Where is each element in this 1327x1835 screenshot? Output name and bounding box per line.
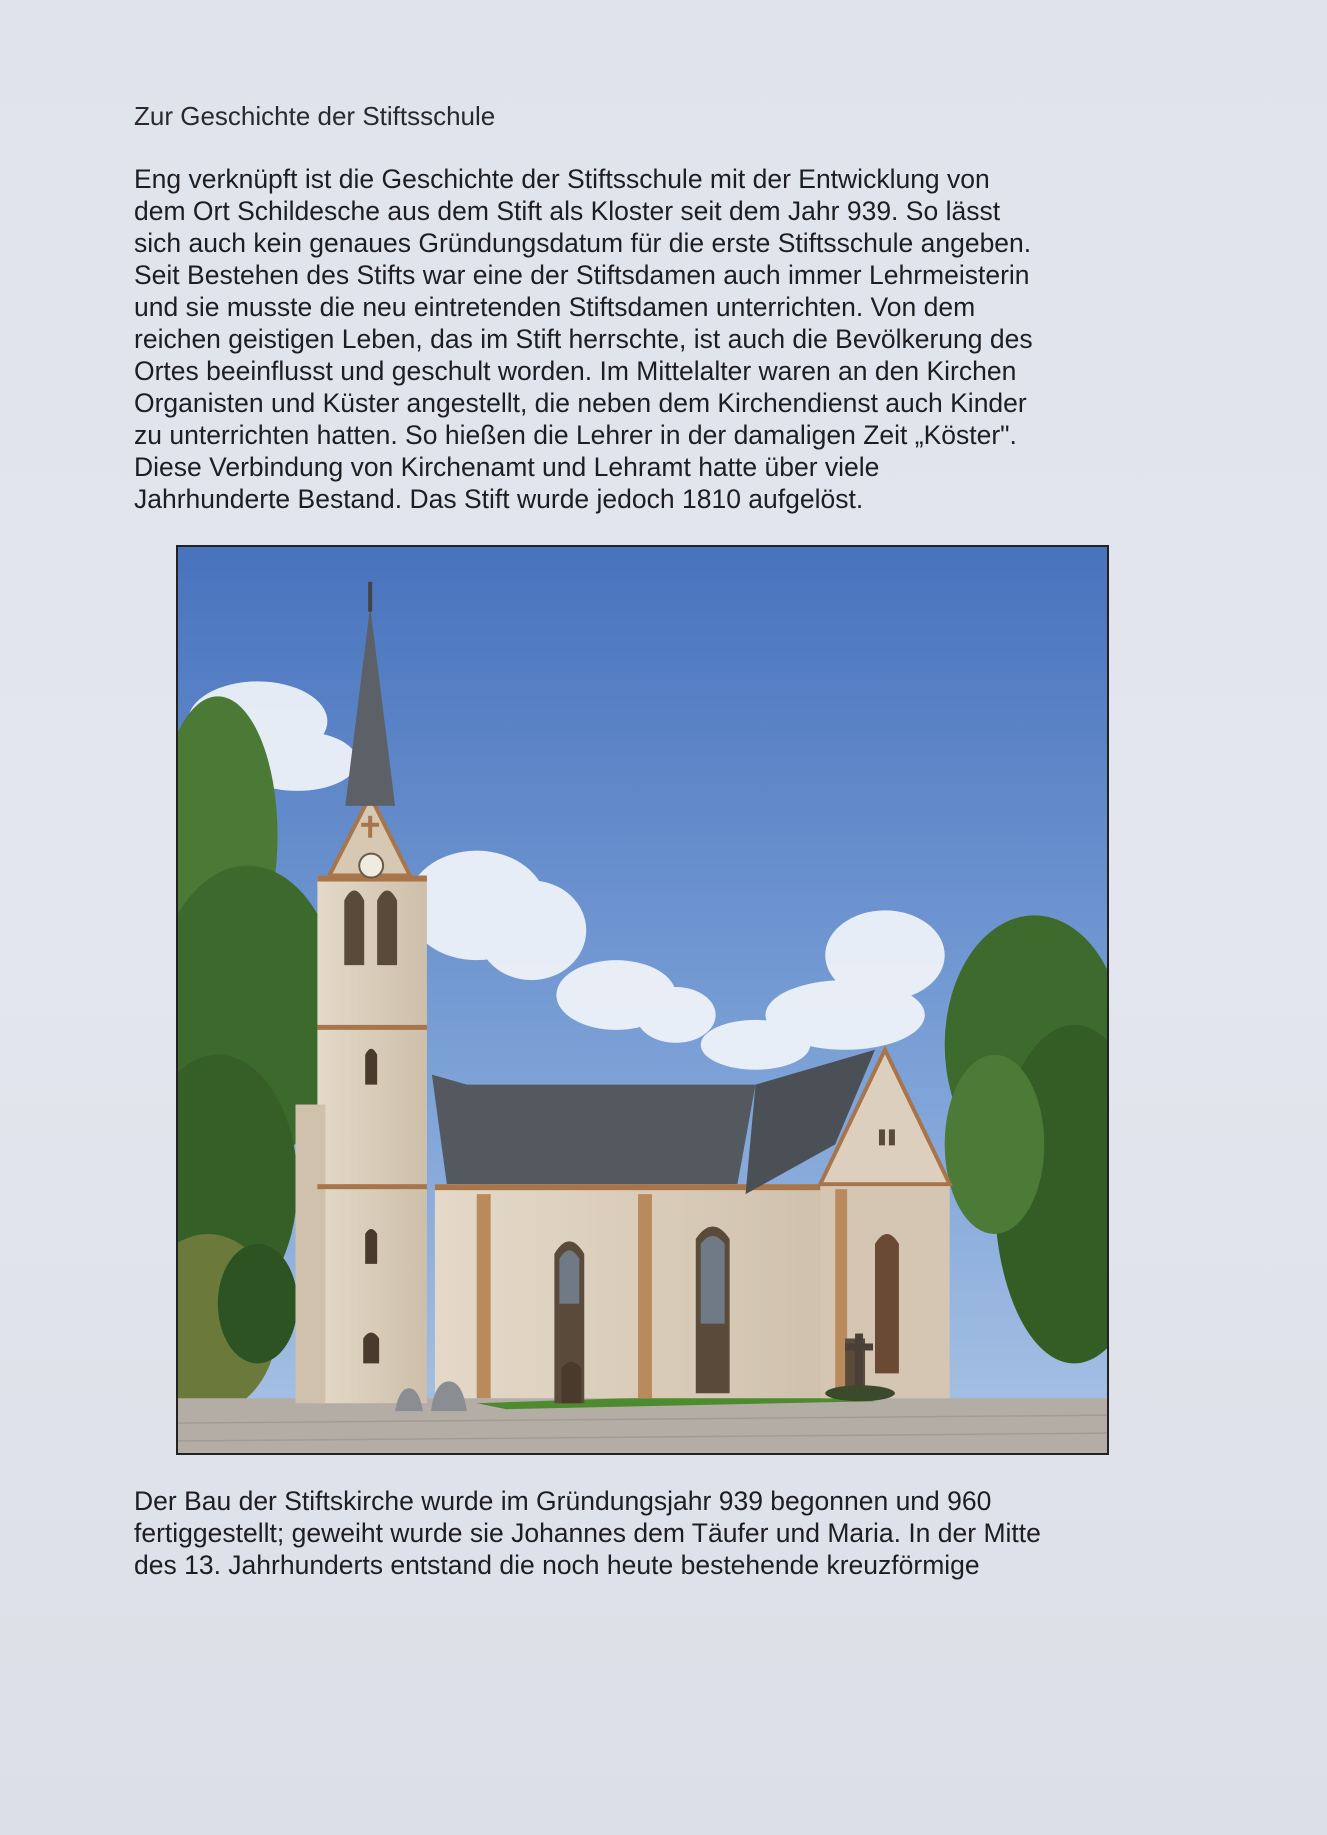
- text-line: Seit Bestehen des Stifts war eine der Stiftsdamen auch immer Lehrmeisterin: [134, 260, 1030, 290]
- text-line: reichen geistigen Leben, das im Stift herrschte, ist auch die Bevölkerung des: [134, 324, 1033, 354]
- text-line: und sie musste die neu eintretenden Stiftsdamen unterrichten. Von dem: [134, 292, 976, 322]
- text-line: sich auch kein genaues Gründungsdatum für die erste Stiftsschule angeben.: [134, 228, 1032, 258]
- text-line: Organisten und Küster angestellt, die neben dem Kirchendienst auch Kinder: [134, 388, 1027, 418]
- text-line: zu unterrichten hatten. So hießen die Lehrer in der damaligen Zeit „Köster".: [134, 420, 1017, 450]
- church-photo: [176, 545, 1109, 1455]
- ground: [178, 1398, 1107, 1453]
- section-title: Zur Geschichte der Stiftsschule: [134, 101, 496, 131]
- text-line: Der Bau der Stiftskirche wurde im Gründungsjahr 939 begonnen und 960: [134, 1486, 992, 1516]
- text-line: dem Ort Schildesche aus dem Stift als Kloster seit dem Jahr 939. So lässt: [134, 196, 1001, 226]
- paragraph-church: [134, 1485, 1194, 1581]
- text-line: Eng verknüpft ist die Geschichte der Stiftsschule mit der Entwicklung von: [134, 164, 990, 194]
- text-line: Ortes beeinflusst und geschult worden. Im Mittelalter waren an den Kirchen: [134, 356, 1017, 386]
- text-line: Jahrhunderte Bestand. Das Stift wurde jedoch 1810 aufgelöst.: [134, 484, 864, 514]
- text-line: des 13. Jahrhunderts entstand die noch heute bestehende kreuzförmige: [134, 1550, 980, 1580]
- text-line: Diese Verbindung von Kirchenamt und Lehramt hatte über viele: [134, 452, 880, 482]
- church-illustration: [178, 547, 1107, 1453]
- paragraph-history: [134, 163, 1194, 515]
- text-line: fertiggestellt; geweiht wurde sie Johannes dem Täufer und Maria. In der Mitte: [134, 1518, 1041, 1548]
